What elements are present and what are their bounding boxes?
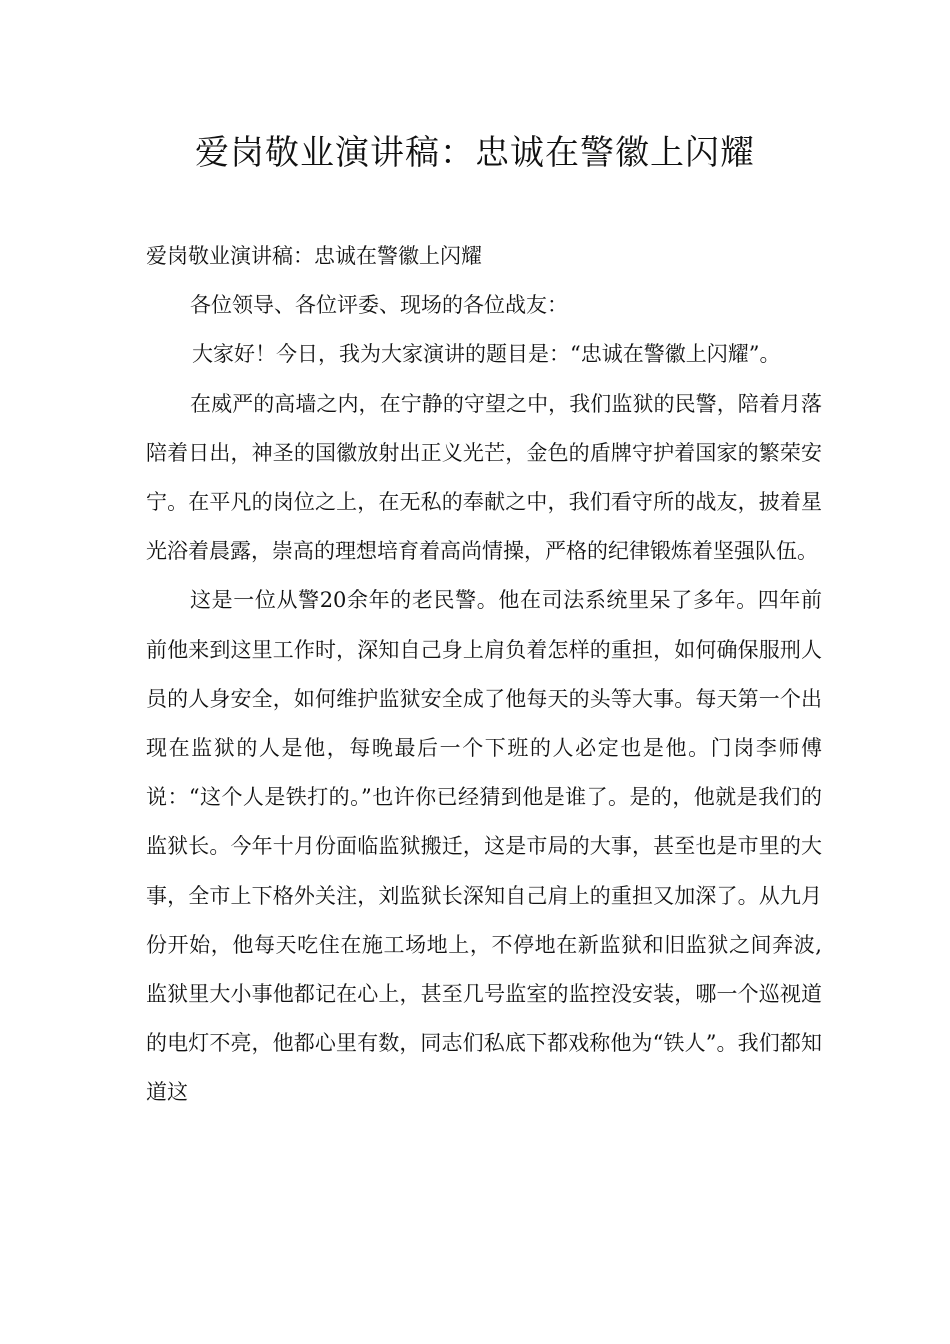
subtitle-paragraph: 爱岗敬业演讲稿：忠诚在警徽上闪耀 (146, 244, 482, 268)
document-body (146, 232, 822, 1118)
salutation-paragraph: 各位领导、各位评委、现场的各位战友： (190, 293, 568, 318)
page-title: 爱岗敬业演讲稿：忠诚在警徽上闪耀 (195, 133, 755, 173)
greeting-paragraph: 大家好！今日，我为大家演讲的题目是：“忠诚在警徽上闪耀”。 (192, 342, 781, 367)
body-paragraph: 在威严的高墙之内，在宁静的守望之中，我们监狱的民警，陪着月落陪着日出，神圣的国徽放射出正义光芒，金色的盾牌守护着国家的繁荣安宁。在平凡的岗位之上，在无私的奉献之中，我们看守所的战友，披着星光浴着晨露，崇高的理想培育着高尚情操，严格的纪律锻炼着坚强队伍。 (146, 391, 822, 564)
body-paragraph: 这是一位从警20余年的老民警。他在司法系统里呆了多年。四年前前他来到这里工作时，深知自己身上肩负着怎样的重担，如何确保服刑人员的人身安全，如何维护监狱安全成了他每天的头等大事。每天第一个出现在监狱的人是他，每晚最后一个下班的人必定也是他。门岗李师傅说：“这个人是铁打的。”也许你已经猜到他是谁了。是的，他就是我们的监狱长。今年十月份面临监狱搬迁，这是市局的大事，甚至也是市里的大事，全市上下格外关注，刘监狱长深知自己肩上的重担又加深了。从九月份开始，他每天吃住在施工场地上，不停地在新监狱和旧监狱之间奔波,监狱里大小事他都记在心上，甚至几号监室的监控没安装，哪一个巡视道的电灯不亮，他都心里有数，同志们私底下都戏称他为“铁人”。我们都知道这 (146, 588, 822, 1105)
